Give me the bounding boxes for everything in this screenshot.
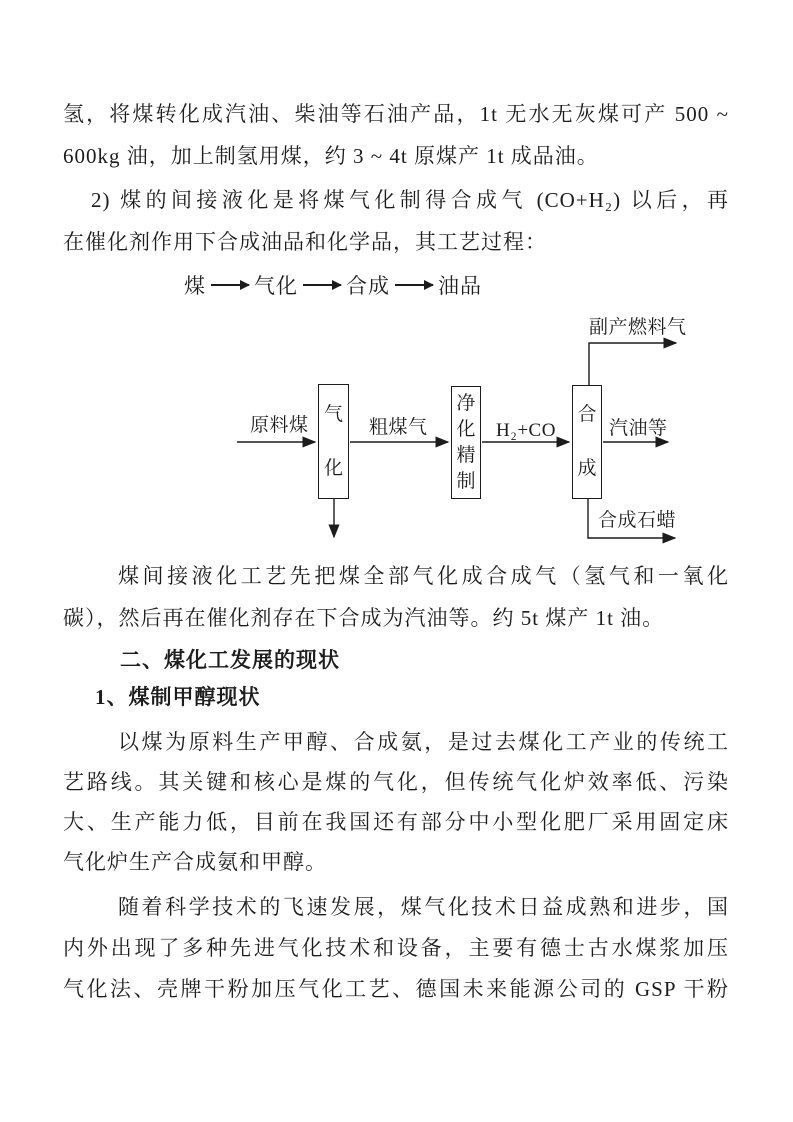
arrow-right-icon xyxy=(395,284,433,285)
text-line: 煤间接液化工艺先把煤全部气化成合成气（氢气和一氧化 xyxy=(118,564,729,588)
text-line: 在催化剂作用下合成油品和化学品，其工艺过程： xyxy=(63,230,547,254)
synthesis-box-label: 合成 xyxy=(577,404,597,479)
text-line: 内外出现了多种先进气化技术和设备，主要有德士古水煤浆加压 xyxy=(63,936,729,960)
inline-process-flow xyxy=(184,265,482,305)
text-line: 气化炉生产合成氨和甲醇。 xyxy=(63,850,327,874)
subsection-heading-1: 1、煤制甲醇现状 xyxy=(95,685,261,709)
paragraph-methanol-status xyxy=(63,722,729,882)
text-line: 600kg 油，加上制氢用煤，约 3 ~ 4t 原煤产 1t 成品油。 xyxy=(63,144,599,168)
byproduct-fuel-gas-label: 副产燃料气 xyxy=(589,317,687,338)
flow-step-coal: 煤 xyxy=(184,274,206,298)
text-line: 大、生产能力低，目前在我国还有部分中小型化肥厂采用固定床 xyxy=(63,810,729,834)
purification-box-label: 净化精制 xyxy=(456,392,476,492)
paragraph-indirect-process-summary xyxy=(63,555,729,639)
flow-step-gasification: 气化 xyxy=(254,274,298,298)
arrow-right-icon xyxy=(211,284,249,285)
gasifier-box xyxy=(318,384,349,499)
purification-box xyxy=(451,386,481,499)
text-line: 气化法、壳牌干粉加压气化工艺、德国未来能源公司的 GSP 干粉 xyxy=(63,977,729,1001)
arrow-right-icon xyxy=(303,284,341,285)
text-line: 以煤为原料生产甲醇、合成氨，是过去煤化工产业的传统工 xyxy=(118,730,729,754)
text-line: 随着科学技术的飞速发展，煤气化技术日益成熟和进步，国 xyxy=(118,895,729,919)
flow-step-oil-products: 油品 xyxy=(438,274,482,298)
gasoline-label: 汽油等 xyxy=(609,418,668,439)
syngas-label: H₂+CO xyxy=(496,420,556,441)
synthesis-box xyxy=(572,385,602,499)
flow-step-synthesis: 合成 xyxy=(346,274,390,298)
feed-coal-label: 原料煤 xyxy=(250,415,309,436)
raw-gas-label: 粗煤气 xyxy=(369,417,428,438)
process-flow-diagram xyxy=(0,315,793,555)
paragraph-gasification-technology xyxy=(63,887,729,1010)
text-line: 艺路线。其关键和核心是煤的气化，但传统气化炉效率低、污染 xyxy=(63,770,729,794)
section-heading-2: 二、煤化工发展的现状 xyxy=(120,648,340,672)
paragraph-indirect-liquefaction xyxy=(63,179,729,263)
paragraph-coal-liquefaction-yield xyxy=(63,93,729,177)
text-line: 氢，将煤转化成汽油、柴油等石油产品，1t 无水无灰煤可产 500 ~ xyxy=(63,102,729,126)
text-line: 2) 煤的间接液化是将煤气化制得合成气 (CO+H₂) 以后，再 xyxy=(91,188,729,212)
synthetic-wax-label: 合成石蜡 xyxy=(598,510,677,531)
gasifier-box-label: 气化 xyxy=(323,403,343,479)
text-line: 碳），然后再在催化剂存在下合成为汽油等。约 5t 煤产 1t 油。 xyxy=(63,606,665,630)
